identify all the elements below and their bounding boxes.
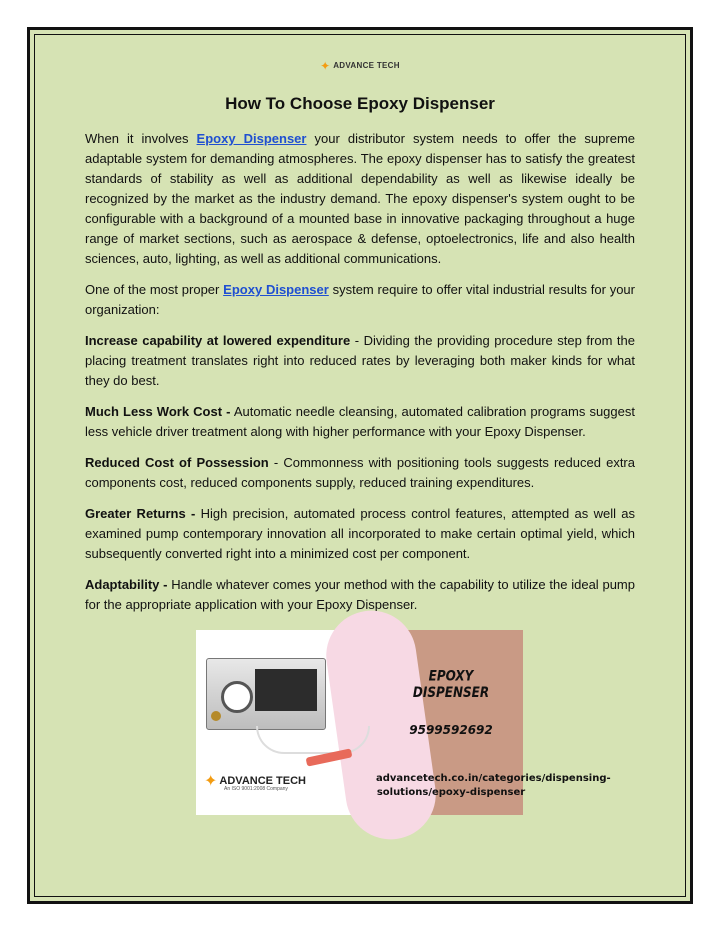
star-logo-icon: ✦ [204,773,218,790]
intro-text-start: When it involves [85,131,197,146]
point-text: Automatic needle cleansing, automated calibration programs suggest less vehicle driver treatment along with higher performance with your Epoxy Dispenser. [85,404,635,439]
point-text: - Commonness with positioning tools suggests reduced extra components cost, reduced components supply, reduced training expenditures. [85,455,635,490]
banner-logo-text: ADVANCE TECH [219,775,306,787]
intro-text-rest: your distributor system needs to offer the supreme adaptable system for demanding atmospheres. The epoxy dispenser has to satisfy the greatest standards of stability as well as additional dependability as well as likewise ideally be recognized by the market as the industry demand. The epoxy dispenser's system ought to be configurable with a background of a mounted base in innovative packaging throughout a huge range of market sections, such as aerospace & defense, optoelectronics, life and also health sciences, auto, lighting, as well as additional communications. [85,131,635,266]
point-lead: Reduced Cost of Possession [85,455,269,470]
second-text-start: One of the most proper [85,282,224,297]
point-lead: Adaptability - [85,577,168,592]
point-text: - Dividing the providing procedure step from the placing treatment translates right into reduced rates by leveraging both maker kinds for what they do best. [85,333,635,388]
epoxy-dispenser-device-image [206,658,326,730]
point-paragraph [85,402,635,442]
star-logo-icon: ✦ [320,59,331,73]
device-knob [211,711,221,721]
point-lead: Increase capability at lowered expenditure [85,333,351,348]
point-lead: Greater Returns - [85,506,196,521]
second-text-rest: system require to offer vital industrial results for your organization: [85,282,635,317]
banner-heading: EPOXY DISPENSER [412,667,490,701]
pressure-gauge-icon [221,681,253,713]
point-text: High precision, automated process control features, attempted as well as examined pump contemporary innovation all incorporated to make certain optimal yield, which subsequently converted right into a minimized cost per component. [85,506,636,561]
document-body [85,55,635,626]
banner-logo [204,771,314,791]
product-banner-image [196,630,611,815]
epoxy-dispenser-link[interactable]: Epoxy Dispenser [196,131,307,146]
point-paragraph [85,504,635,564]
point-paragraph [85,331,635,391]
point-paragraph [85,575,635,615]
banner-phone: 9599592692 [409,723,493,737]
banner-url: advancetech.co.in/categories/dispensing-solutions/epoxy-dispenser [376,773,611,798]
page-title: How To Choose Epoxy Dispenser [225,94,495,113]
header-logo [85,55,635,77]
point-lead: Much Less Work Cost - [85,404,231,419]
device-display-panel [255,669,317,711]
intro-paragraph [85,129,635,269]
second-paragraph [85,280,635,320]
logo-text: ADVANCE TECH [333,61,400,70]
point-paragraph [85,453,635,493]
dispenser-tube [256,726,370,754]
point-text: Handle whatever comes your method with the capability to utilize the ideal pump for the appropriate application with your Epoxy Dispenser. [85,577,635,612]
banner-logo-tagline: An ISO 9001:2008 Company [224,786,288,792]
epoxy-dispenser-link-2[interactable]: Epoxy Dispenser [223,282,329,297]
